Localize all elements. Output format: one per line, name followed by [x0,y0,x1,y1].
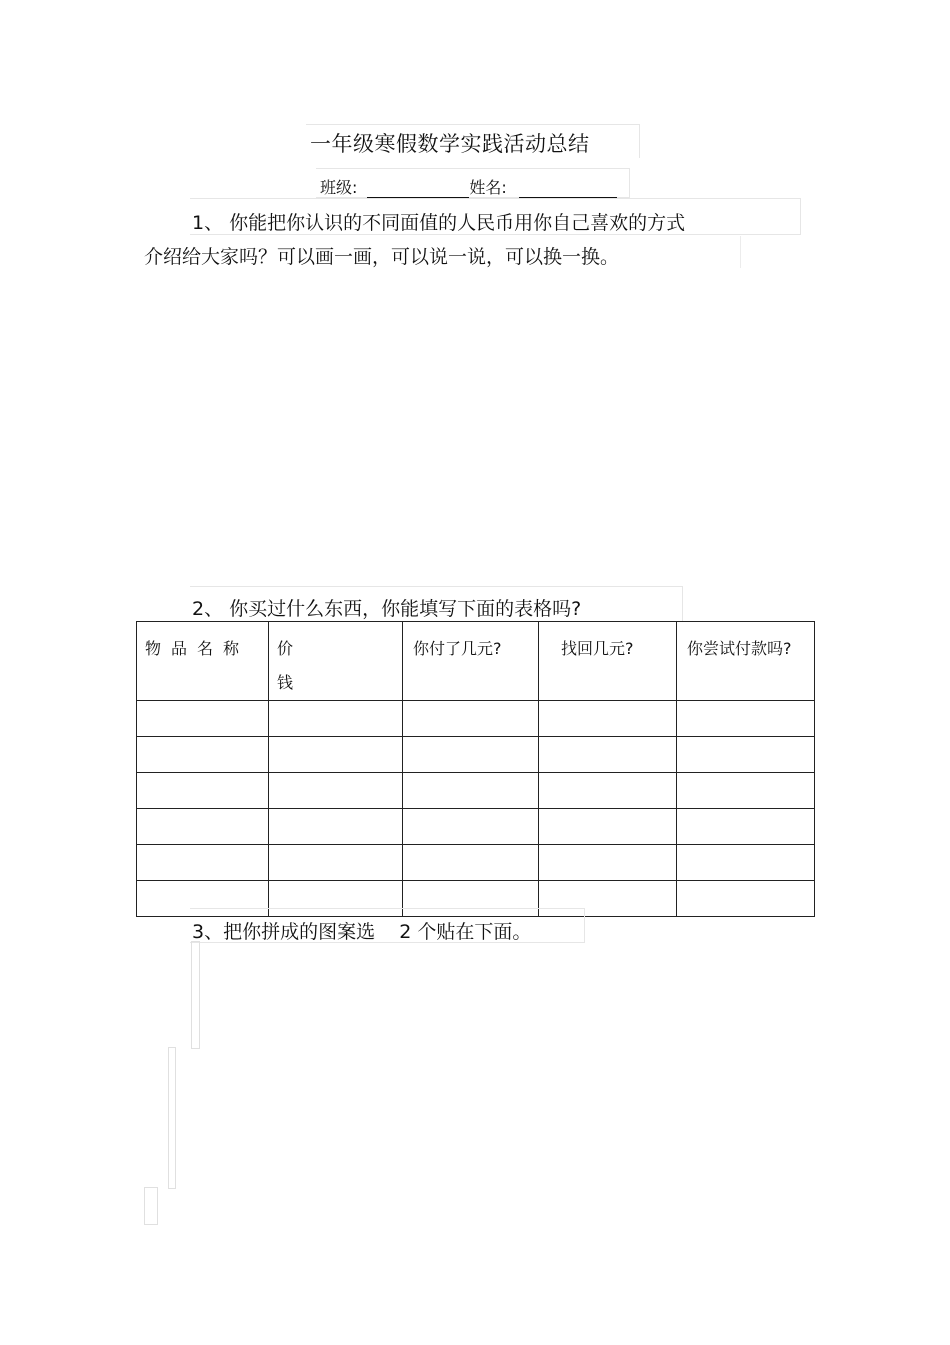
question-1-line-1: 1、 你能把你认识的不同面值的人民币用你自己喜欢的方式 [192,212,686,234]
name-blank-field[interactable] [519,179,617,198]
table-cell[interactable] [269,809,403,845]
table-cell[interactable] [677,809,815,845]
class-label: 班级: [320,178,358,197]
table-cell[interactable] [403,845,539,881]
table-cell[interactable] [539,737,677,773]
purchase-table [136,621,815,917]
header-item-name: 物品名称 [137,622,269,701]
header-paid: 你付了几元? [403,622,539,701]
paste-area-frame-3 [144,1187,158,1225]
table-cell[interactable] [137,737,269,773]
table-cell[interactable] [677,773,815,809]
question-3: 3、把你拼成的图案选 2 个贴在下面。 [192,921,532,943]
table-cell[interactable] [677,845,815,881]
table-row [137,845,815,881]
table-row [137,701,815,737]
table-cell[interactable] [403,773,539,809]
class-blank-field[interactable] [367,179,469,198]
table-cell[interactable] [677,701,815,737]
table-row [137,773,815,809]
table-cell[interactable] [677,737,815,773]
table-cell[interactable] [403,737,539,773]
table-row [137,737,815,773]
table-body [137,701,815,917]
table-cell[interactable] [269,845,403,881]
table-cell[interactable] [539,845,677,881]
header-change: 找回几元? [539,622,677,701]
table-cell[interactable] [137,809,269,845]
table-row [137,809,815,845]
question-2: 2、 你买过什么东西，你能填写下面的表格吗? [192,598,582,620]
table-cell[interactable] [269,737,403,773]
table-cell[interactable] [403,809,539,845]
student-info [320,175,617,198]
header-tried-paying: 你尝试付款吗? [677,622,815,701]
table-cell[interactable] [403,701,539,737]
table-cell[interactable] [539,773,677,809]
table-cell[interactable] [269,701,403,737]
table-cell[interactable] [137,845,269,881]
table-cell[interactable] [539,701,677,737]
table-cell[interactable] [539,809,677,845]
table-cell[interactable] [269,773,403,809]
table-cell[interactable] [677,881,815,917]
table-cell[interactable] [137,701,269,737]
table-header-row [137,622,815,701]
question-1-line-2: 介绍给大家吗？可以画一画，可以说一说，可以换一换。 [144,246,620,268]
table-cell[interactable] [137,773,269,809]
name-label: 姓名: [469,178,507,197]
header-price: 价钱 [269,622,403,701]
paste-area-frame-2 [168,1047,176,1189]
page-title: 一年级寒假数学实践活动总结 [310,132,590,156]
paste-area-frame-1 [191,941,200,1049]
